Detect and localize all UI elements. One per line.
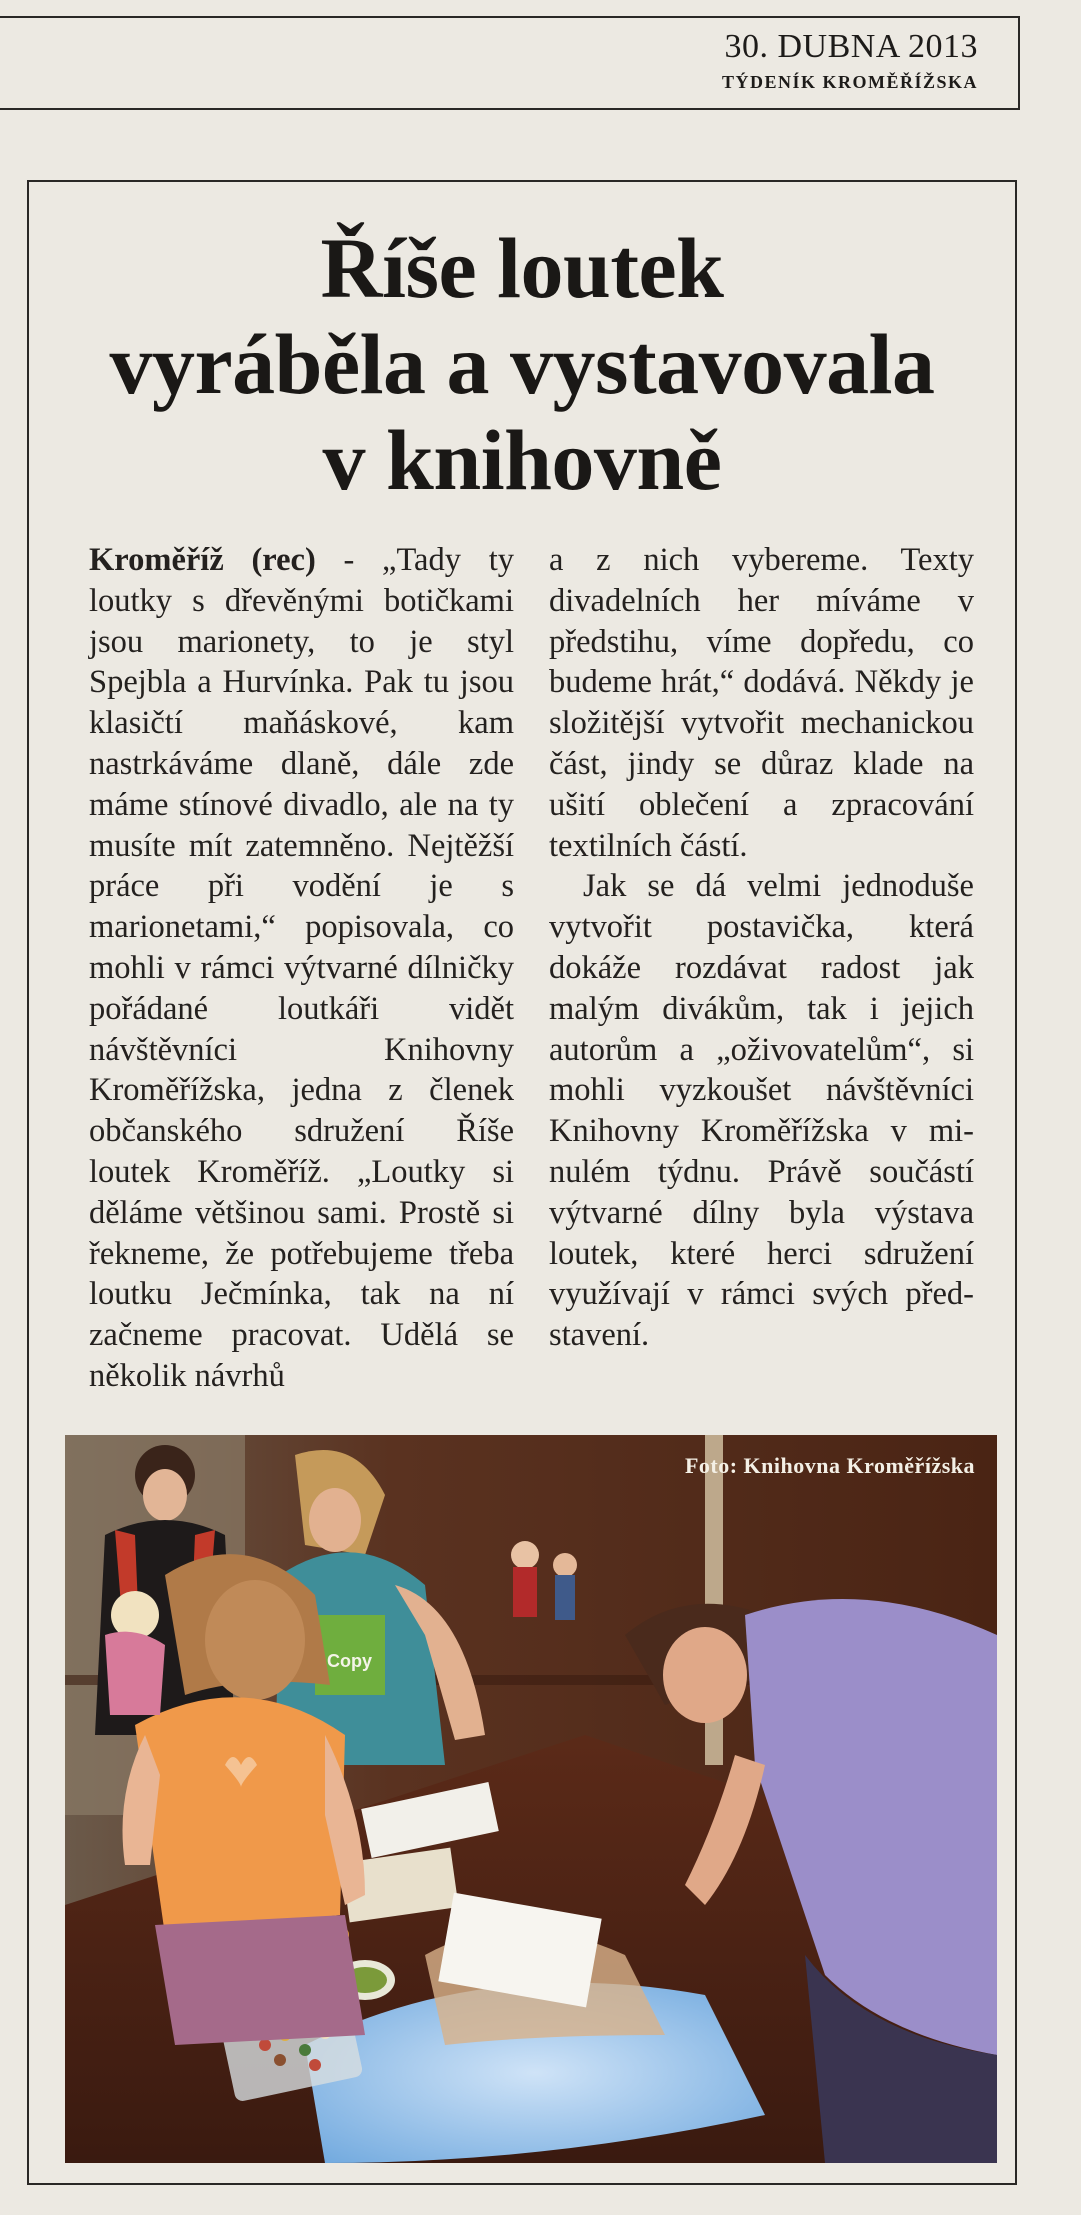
- headline-line-1: Říše loutek: [320, 220, 724, 316]
- article-paragraph: a z nich vybereme. Texty divadelních her míváme v předstihu, víme dopředu, co budeme hrát,“ dodává. Někdy je složitější vytvořit mechanickou část, jindy se důraz klade na ušití oblečení a zpracování textilních částí.: [549, 542, 974, 864]
- photo-illustration: [65, 1435, 997, 2163]
- bag-label: Copy: [327, 1651, 372, 1671]
- photo-credit: Foto: Knihovna Kroměřížska: [684, 1453, 975, 1478]
- article-frame: [27, 180, 1017, 2185]
- article-column-right: [549, 540, 974, 1356]
- article-photo: [65, 1435, 997, 2163]
- headline: [29, 220, 1015, 508]
- article-column-left: [89, 540, 514, 1397]
- headline-line-2: vyráběla a vystavovala: [109, 316, 935, 412]
- article-paragraph: Jak se dá velmi jednoduše vytvořit postavička, která dokáže rozdávat radost jak malým divákům, tak i jejich autorům a „oživovatelům“, si mohli vyzkoušet návštěvníci Knihovny Kroměřížska v minulém týdnu. Právě součástí výtvarné dílny byla výstava loutek, které herci sdružení využívají v rámci svých představení.: [549, 868, 974, 1354]
- issue-date: 30. DUBNA 2013: [724, 28, 978, 65]
- newspaper-name: TÝDENÍK KROMĚŘÍŽSKA: [721, 72, 978, 92]
- dateline: Kroměříž (rec): [89, 542, 316, 578]
- article-paragraph: [89, 540, 514, 1397]
- article-text: - „Tady ty loutky s dřevěnými botičkami jsou marionety, to je styl Spejbla a Hurvínka. Pak tu jsou klasičtí maňáskové, kam nastrkáváme dlaně, dále zde máme stínové divadlo, ale na ty musíte mít zatemněno. Nejtěžší práce při vodění je s marionetami,“ popisovala, co mohli v rámci výtvarné dílničky pořádané loutkáři vidět návštěvníci Knihovny Kroměřížska, jedna z členek občanského sdružení Říše loutek Kroměříž. „Loutky si děláme většinou sami. Prostě si řekneme, že potřebujeme třeba loutku Ječmínka, tak na ní začneme pracovat. Udělá se několik návrhů: [89, 542, 514, 1394]
- headline-line-3: v knihovně: [322, 412, 722, 508]
- page-header: [0, 16, 1020, 110]
